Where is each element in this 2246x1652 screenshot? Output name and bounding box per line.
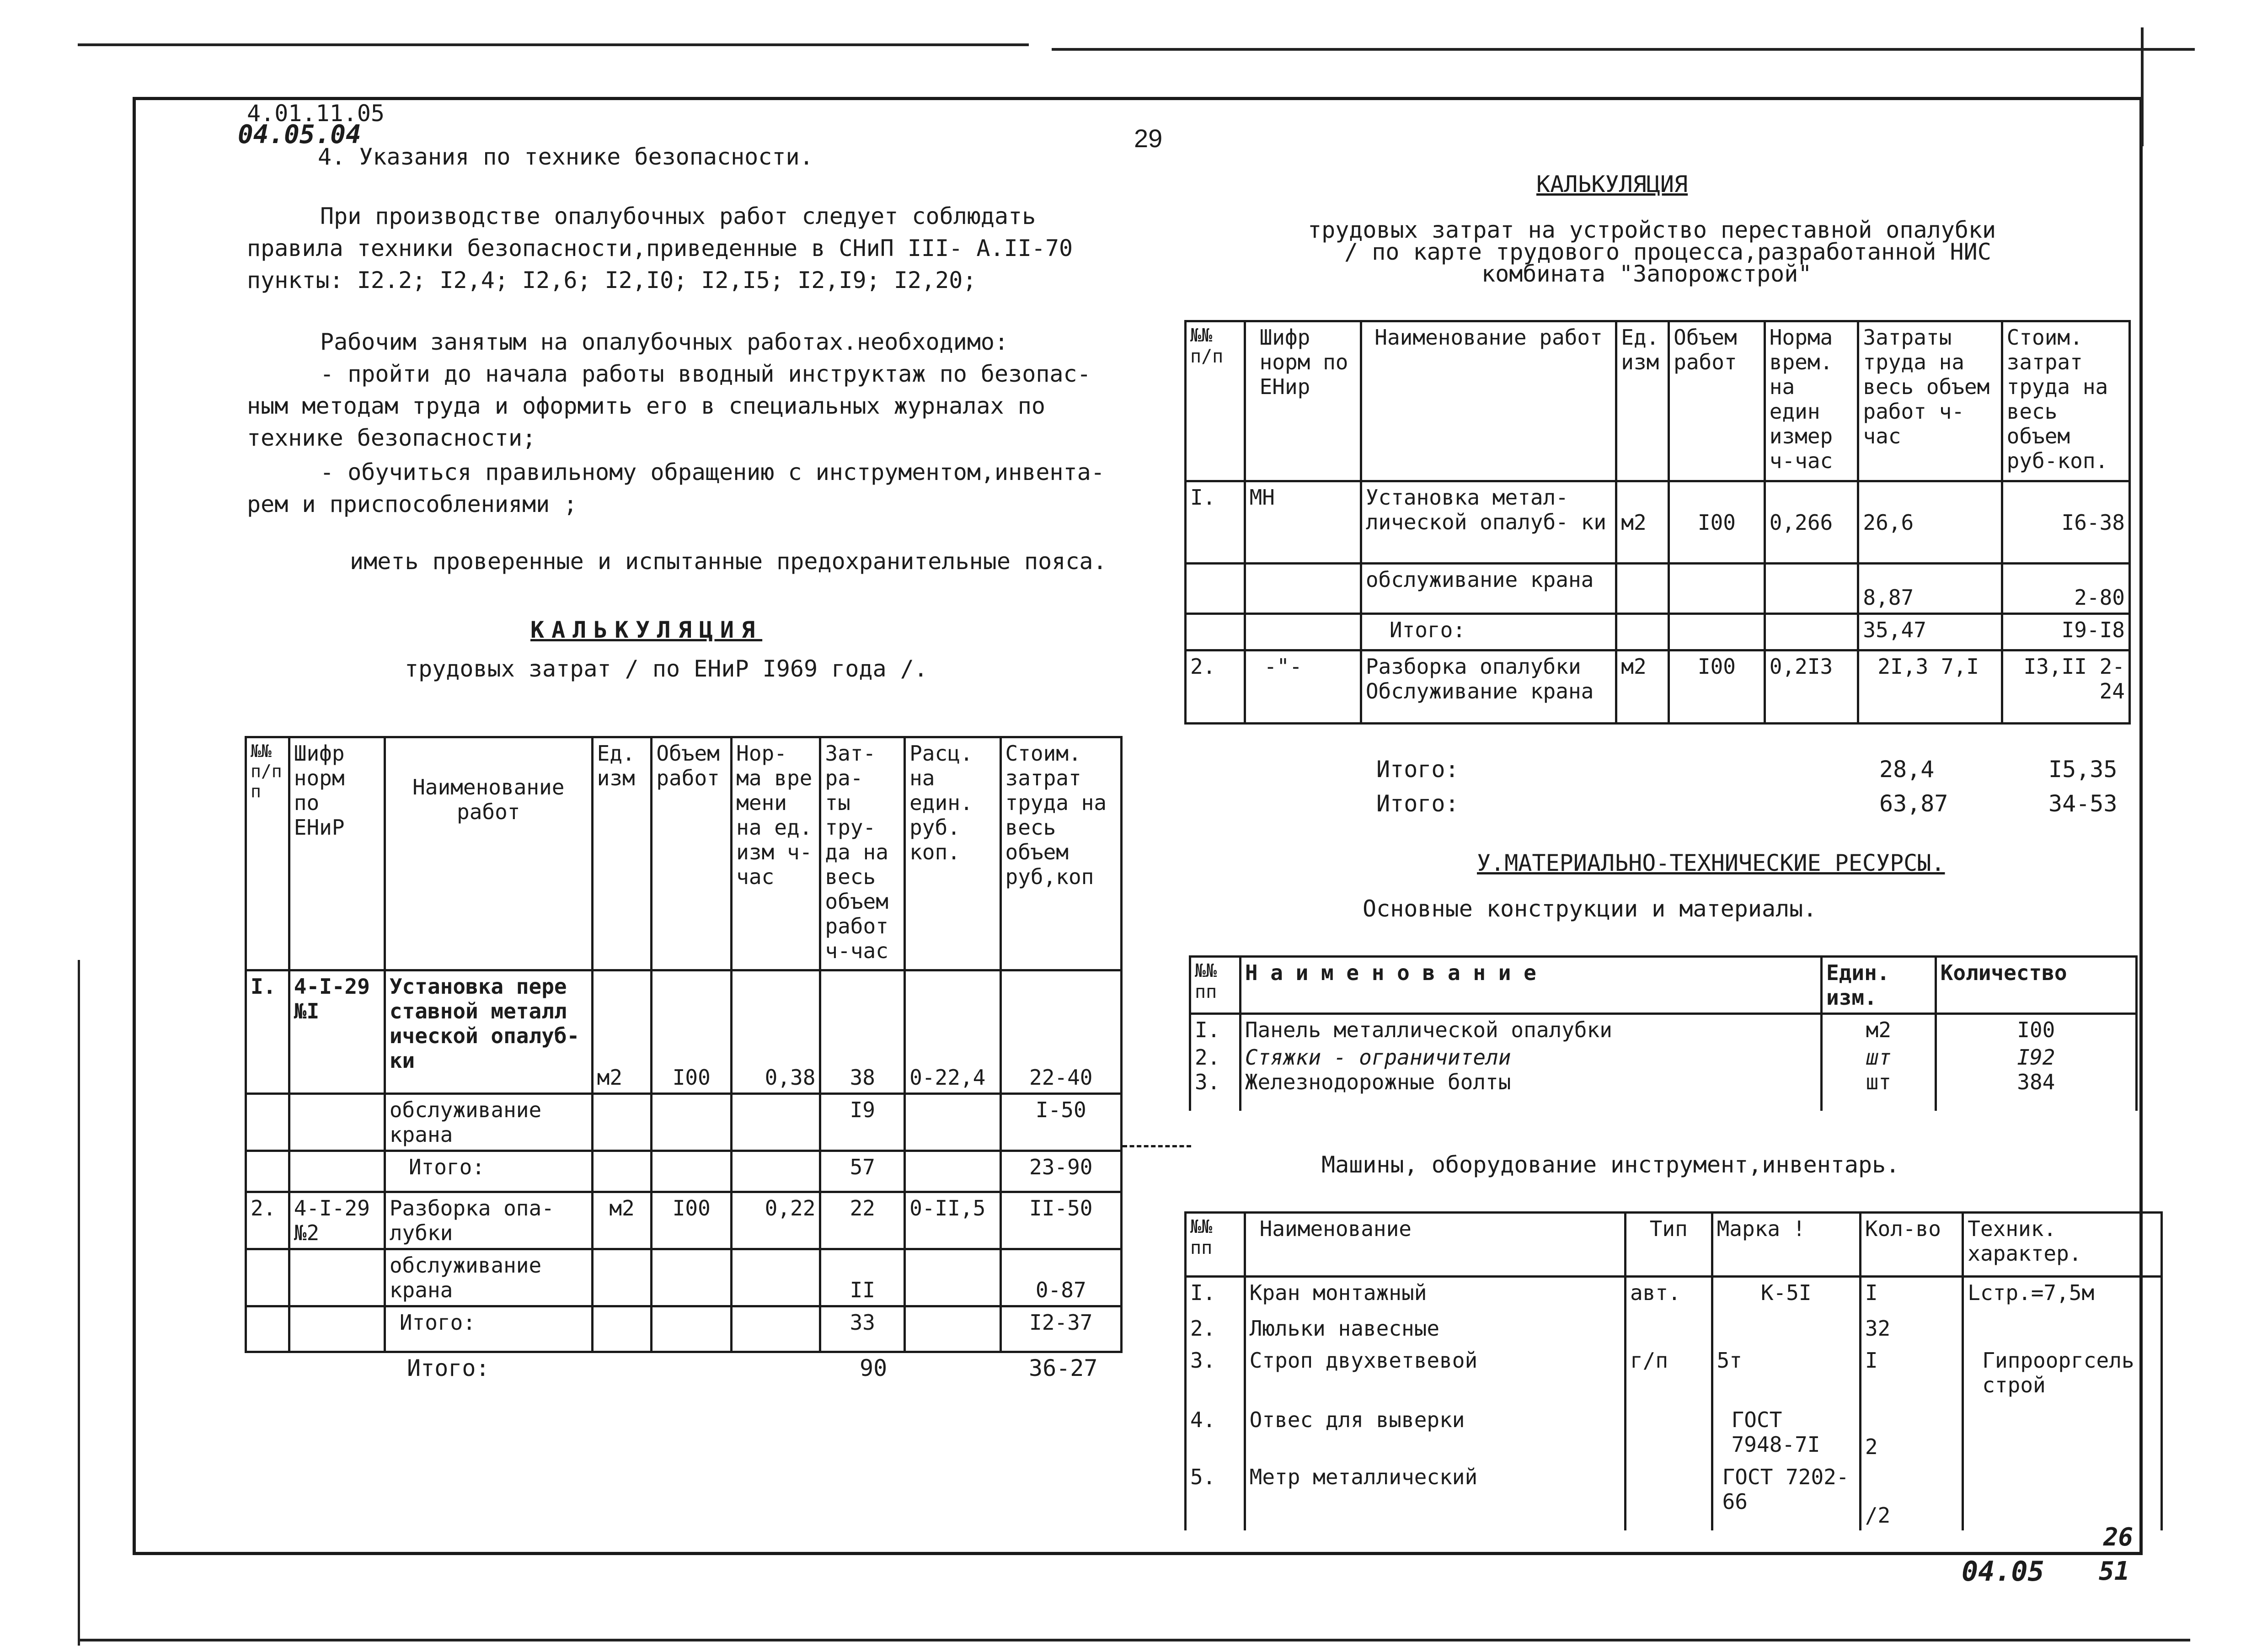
materials-r3-qty: 384 (1936, 1070, 2136, 1111)
machines-h-type: Тип (1625, 1213, 1712, 1277)
calc1-r5-unit (592, 1249, 652, 1306)
materials-r2-num: 2. (1190, 1045, 1241, 1070)
machines-row-1 (1186, 1277, 2162, 1313)
calc2-r1-norm: 0,266 (1765, 481, 1858, 564)
calc2-r3-cost: I9-I8 (2002, 614, 2129, 650)
calc1-row-2 (246, 1094, 1122, 1151)
calc2-r3-name: Итого: (1361, 614, 1616, 650)
calc2-table (1184, 320, 2131, 725)
calc2-r2-num (1186, 564, 1245, 614)
materials-h-num: №№ пп (1190, 957, 1241, 1014)
calc1-h-rate: Расц. на един. руб. коп. (905, 737, 1000, 970)
materials-r2-name: Стяжки - ограничители (1240, 1045, 1821, 1070)
calc1-h-name: Наименование работ (385, 737, 592, 970)
calc1-row-5 (246, 1249, 1122, 1306)
calc1-r4-name: Разборка опа- лубки (385, 1192, 592, 1249)
calc1-r5-code (289, 1249, 385, 1306)
materials-table (1189, 955, 2138, 1111)
calc1-table (245, 736, 1123, 1353)
calc1-r1-norm: 0,38 (732, 970, 820, 1094)
machines-h-tech: Техник. характер. (1963, 1213, 2162, 1277)
machines-r2-tech (1963, 1313, 2162, 1345)
machines-r3-type: г/п (1625, 1345, 1712, 1405)
machines-header-row (1186, 1213, 2162, 1277)
machines-r1-num: I. (1186, 1277, 1245, 1313)
machines-r2-type (1625, 1313, 1712, 1345)
machines-r1-tech: Lстр.=7,5м (1963, 1277, 2162, 1313)
machines-h-num: №№ пп (1186, 1213, 1245, 1277)
materials-r3-num: 3. (1190, 1070, 1241, 1111)
calc1-total-label: Итого: (407, 1355, 490, 1381)
calc2-r2-volume (1669, 564, 1765, 614)
calc2-h-volume: Объем работ (1669, 321, 1765, 481)
machines-r1-name: Кран монтажный (1245, 1277, 1625, 1313)
machines-r4-mark: ГОСТ 7948-7I (1712, 1405, 1860, 1462)
machines-r5-name: Метр металлический (1245, 1462, 1625, 1530)
calc1-r1-volume: I00 (652, 970, 732, 1094)
calc1-r1-rate: 0-22,4 (905, 970, 1000, 1094)
corner-number-b: 04.05 (1962, 1556, 2044, 1588)
calc1-r1-cost: 22-40 (1000, 970, 1121, 1094)
materials-r1-num: I. (1190, 1014, 1241, 1045)
machines-r1-qty: I (1860, 1277, 1963, 1313)
materials-title: Основные конструкции и материалы. (1363, 895, 1817, 922)
calc2-total-cost: 34-53 (2048, 790, 2118, 817)
calc2-r1-unit: м2 (1616, 481, 1669, 564)
machines-row-3 (1186, 1345, 2162, 1405)
materials-h-unit: Един. изм. (1822, 957, 1936, 1014)
calc2-r2-norm (1765, 564, 1858, 614)
materials-r1-name: Панель металлической опалубки (1240, 1014, 1821, 1045)
calc1-r3-labor: 57 (820, 1151, 905, 1192)
calc2-h-unit: Ед. изм (1616, 321, 1669, 481)
calc2-row-1 (1186, 481, 2130, 564)
calc1-r3-volume (652, 1151, 732, 1192)
calc2-h-labor: Затраты труда на весь объем работ ч-час (1858, 321, 2002, 481)
calc1-r3-cost: 23-90 (1000, 1151, 1121, 1192)
calc1-r3-name: Итого: (385, 1151, 592, 1192)
calc2-r3-code (1245, 614, 1361, 650)
calc1-r3-num (246, 1151, 289, 1192)
right-edge-rule (2141, 27, 2144, 146)
page-number: 29 (1134, 124, 1163, 153)
calc2-row-3 (1186, 614, 2130, 650)
calc2-h-name: Наименование работ (1361, 321, 1616, 481)
materials-h-qty: Количество (1936, 957, 2136, 1014)
calc1-h-unit: Ед. изм (592, 737, 652, 970)
dash-connector (1123, 1145, 1191, 1147)
calc2-subtotal-cost: I5,35 (2048, 756, 2118, 783)
calc2-r3-unit (1616, 614, 1669, 650)
calc1-r5-labor: II (820, 1249, 905, 1306)
calc2-r2-labor: 8,87 (1858, 564, 2002, 614)
calc2-r4-cost: I3,II 2-24 (2002, 650, 2129, 724)
left-margin-rule (78, 960, 80, 1646)
materials-row-3 (1190, 1070, 2137, 1111)
calc2-r4-code: -"- (1245, 650, 1361, 724)
calc1-r6-norm (732, 1306, 820, 1352)
machines-r4-name: Отвес для выверки (1245, 1405, 1625, 1462)
calc1-r4-cost: II-50 (1000, 1192, 1121, 1249)
calc1-r5-norm (732, 1249, 820, 1306)
machines-table (1184, 1211, 2163, 1530)
machines-r2-name: Люльки навесные (1245, 1313, 1625, 1345)
calc2-subtotal-label: Итого: (1376, 756, 1459, 783)
machines-r4-num: 4. (1186, 1405, 1245, 1462)
machines-h-qty: Кол-во (1860, 1213, 1963, 1277)
machines-h-mark: Марка ! (1712, 1213, 1860, 1277)
materials-header-row (1190, 957, 2137, 1014)
calc2-h-code: Шифр норм по ЕНир (1245, 321, 1361, 481)
calc1-r2-code (289, 1094, 385, 1151)
calc2-r2-cost: 2-80 (2002, 564, 2129, 614)
machines-row-2 (1186, 1313, 2162, 1345)
calc1-r5-num (246, 1249, 289, 1306)
materials-row-1 (1190, 1014, 2137, 1045)
safety-p2-line1: Рабочим занятым на опалубочных работах.необходимо: (320, 329, 1009, 355)
resources-title: У.МАТЕРИАЛЬНО-ТЕХНИЧЕСКИЕ РЕСУРСЫ. (1477, 850, 1945, 876)
materials-r1-unit: м2 (1822, 1014, 1936, 1045)
corner-number-a: 26 (2103, 1523, 2134, 1551)
machines-r3-qty: I (1860, 1345, 1963, 1405)
calc1-r1-unit: м2 (592, 970, 652, 1094)
calc2-r1-name: Установка метал- лической опалуб- ки (1361, 481, 1616, 564)
calc1-row-1 (246, 970, 1122, 1094)
calc2-h-num: №№ п/п (1186, 321, 1245, 481)
machines-title: Машины, оборудование инструмент,инвентарь. (1321, 1151, 1900, 1178)
calc2-r1-num: I. (1186, 481, 1245, 564)
calc1-r1-labor: 38 (820, 970, 905, 1094)
safety-p2-line4: технике безопасности; (247, 425, 536, 451)
materials-r2-unit: шт (1822, 1045, 1936, 1070)
calc2-r4-volume: I00 (1669, 650, 1765, 724)
hand-code: 04.05.04 (238, 120, 361, 149)
machines-r4-qty: 2 (1860, 1405, 1963, 1462)
calc1-r2-norm (732, 1094, 820, 1151)
calc1-r1-name: Установка пере ставной металл ической опалуб- ки (385, 970, 592, 1094)
calc2-total-labor: 63,87 (1879, 790, 1948, 817)
machines-r2-qty: 32 (1860, 1313, 1963, 1345)
calc2-r1-labor: 26,6 (1858, 481, 2002, 564)
calc2-subtitle-line3: комбината "Запорожстрой" (1481, 261, 1812, 287)
calc1-r3-norm (732, 1151, 820, 1192)
machines-r5-mark: ГОСТ 7202-66 (1712, 1462, 1860, 1530)
safety-p1-line1: При производстве опалубочных работ следует соблюдать (320, 203, 1036, 229)
machines-r5-tech (1963, 1462, 2162, 1530)
calc2-h-norm: Норма врем. на един измер ч-час (1765, 321, 1858, 481)
calc2-r3-labor: 35,47 (1858, 614, 2002, 650)
calc1-r3-code (289, 1151, 385, 1192)
calc2-r3-norm (1765, 614, 1858, 650)
calc2-r1-volume: I00 (1669, 481, 1765, 564)
materials-h-name: Н а и м е н о в а н и е (1240, 957, 1821, 1014)
materials-r3-name: Железнодорожные болты (1240, 1070, 1821, 1111)
calc2-subtotal-labor: 28,4 (1879, 756, 1935, 783)
safety-p1-line3: пункты: I2.2; I2,4; I2,6; I2,I0; I2,I5; I2,I9; I2,20; (247, 267, 977, 293)
calc2-row-4 (1186, 650, 2130, 724)
calc2-r1-cost: I6-38 (2002, 481, 2129, 564)
calc1-r4-labor: 22 (820, 1192, 905, 1249)
calc1-r5-volume (652, 1249, 732, 1306)
calc2-h-cost: Стоим. затрат труда на весь объем руб-коп. (2002, 321, 2129, 481)
calc1-total-labor: 90 (860, 1355, 888, 1381)
corner-number-c: 51 (2099, 1556, 2130, 1586)
calc1-r2-num (246, 1094, 289, 1151)
calc1-h-num: №№ п/п п (246, 737, 289, 970)
calc1-header-row (246, 737, 1122, 970)
calc1-r5-cost: 0-87 (1000, 1249, 1121, 1306)
calc2-subtitle-line1: трудовых затрат на устройство переставной опалубки (1308, 217, 1996, 243)
calc1-r6-volume (652, 1306, 732, 1352)
machines-r2-mark (1712, 1313, 1860, 1345)
calc1-r4-rate: 0-II,5 (905, 1192, 1000, 1249)
machines-r5-qty: /2 (1860, 1462, 1963, 1530)
calc2-r1-code: МН (1245, 481, 1361, 564)
calc1-h-volume: Объем работ (652, 737, 732, 970)
calc1-r4-volume: I00 (652, 1192, 732, 1249)
materials-r3-unit: шт (1822, 1070, 1936, 1111)
calc1-r1-num: I. (246, 970, 289, 1094)
calc1-r5-name: обслуживание крана (385, 1249, 592, 1306)
doc-code: 4.01.11.05 (247, 100, 385, 127)
safety-p1-line2: правила техники безопасности,приведенные в СНиП III- А.II-70 (247, 235, 1073, 261)
calc1-row-6 (246, 1306, 1122, 1352)
calc1-r2-cost: I-50 (1000, 1094, 1121, 1151)
materials-row-2 (1190, 1045, 2137, 1070)
machines-row-4 (1186, 1405, 2162, 1462)
calc2-r4-unit: м2 (1616, 650, 1669, 724)
calc1-r2-labor: I9 (820, 1094, 905, 1151)
calc1-r2-name: обслуживание крана (385, 1094, 592, 1151)
calc1-r3-rate (905, 1151, 1000, 1192)
calc1-r6-code (289, 1306, 385, 1352)
calc2-r3-volume (1669, 614, 1765, 650)
calc1-total-cost: 36-27 (1029, 1355, 1098, 1381)
calc1-r4-code: 4-I-29 №2 (289, 1192, 385, 1249)
calc2-r2-name: обслуживание крана (1361, 564, 1616, 614)
safety-title: 4. Указания по технике безопасности. (318, 144, 813, 170)
calc2-r4-num: 2. (1186, 650, 1245, 724)
calc2-r4-norm: 0,2I3 (1765, 650, 1858, 724)
calc1-title: КАЛЬКУЛЯЦИЯ (530, 617, 763, 643)
calc1-h-labor: Зат- ра- ты тру- да на весь объем работ ч-час (820, 737, 905, 970)
machines-r3-num: 3. (1186, 1345, 1245, 1405)
calc2-title: КАЛЬКУЛЯЦИЯ (1536, 171, 1688, 197)
machines-r4-tech (1963, 1405, 2162, 1462)
calc1-subtitle: трудовых затрат / по ЕНиР I969 года /. (405, 655, 928, 682)
calc1-r2-rate (905, 1094, 1000, 1151)
calc2-r2-unit (1616, 564, 1669, 614)
top-rule-right (1052, 48, 2195, 51)
calc1-row-3 (246, 1151, 1122, 1192)
calc2-r3-num (1186, 614, 1245, 650)
machines-r1-type: авт. (1625, 1277, 1712, 1313)
calc1-r4-norm: 0,22 (732, 1192, 820, 1249)
bottom-rule (78, 1639, 2190, 1641)
calc1-h-code: Шифр норм по ЕНиР (289, 737, 385, 970)
calc2-r2-code (1245, 564, 1361, 614)
calc1-r6-unit (592, 1306, 652, 1352)
calc2-r4-name: Разборка опалубки Обслуживание крана (1361, 650, 1616, 724)
calc1-h-norm: Нор- ма вре мени на ед. изм ч-час (732, 737, 820, 970)
calc1-r6-num (246, 1306, 289, 1352)
safety-p2-line6: рем и приспособлениями ; (247, 491, 578, 517)
calc2-r4-labor: 2I,3 7,I (1858, 650, 2002, 724)
calc1-r4-num: 2. (246, 1192, 289, 1249)
calc1-h-cost: Стоим. затрат труда на весь объем руб,коп (1000, 737, 1121, 970)
machines-r5-num: 5. (1186, 1462, 1245, 1530)
calc1-row-4 (246, 1192, 1122, 1249)
calc2-header-row (1186, 321, 2130, 481)
calc1-r2-volume (652, 1094, 732, 1151)
calc1-r6-rate (905, 1306, 1000, 1352)
calc2-subtitle-line2: / по карте трудового процесса,разработанной НИС (1344, 239, 1991, 265)
materials-r1-qty: I00 (1936, 1014, 2136, 1045)
machines-h-name: Наименование (1245, 1213, 1625, 1277)
safety-p2-line5: - обучиться правильному обращению с инструментом,инвента- (320, 459, 1105, 485)
machines-r4-type (1625, 1405, 1712, 1462)
calc2-row-2 (1186, 564, 2130, 614)
calc1-r2-unit (592, 1094, 652, 1151)
machines-r3-name: Строп двухветвевой (1245, 1345, 1625, 1405)
materials-r2-qty: I92 (1936, 1045, 2136, 1070)
calc1-r1-code: 4-I-29 №I (289, 970, 385, 1094)
calc1-r6-name: Итого: (385, 1306, 592, 1352)
calc2-total-label: Итого: (1376, 790, 1459, 817)
machines-r3-tech: Гипрооргсель строй (1963, 1345, 2162, 1405)
safety-p2-line3: ным методам труда и оформить его в специальных журналах по (247, 393, 1045, 419)
machines-r5-type (1625, 1462, 1712, 1530)
safety-p3: иметь проверенные и испытанные предохранительные пояса. (350, 548, 1107, 575)
machines-row-5 (1186, 1462, 2162, 1530)
calc1-r6-cost: I2-37 (1000, 1306, 1121, 1352)
safety-p2-line2: - пройти до начала работы вводный инструктаж по безопас- (320, 361, 1091, 387)
calc1-r5-rate (905, 1249, 1000, 1306)
machines-r3-mark: 5т (1712, 1345, 1860, 1405)
machines-r2-num: 2. (1186, 1313, 1245, 1345)
calc1-r6-labor: 33 (820, 1306, 905, 1352)
calc1-r4-unit: м2 (592, 1192, 652, 1249)
top-rule (78, 43, 1029, 46)
calc1-r3-unit (592, 1151, 652, 1192)
machines-r1-mark: К-5I (1712, 1277, 1860, 1313)
